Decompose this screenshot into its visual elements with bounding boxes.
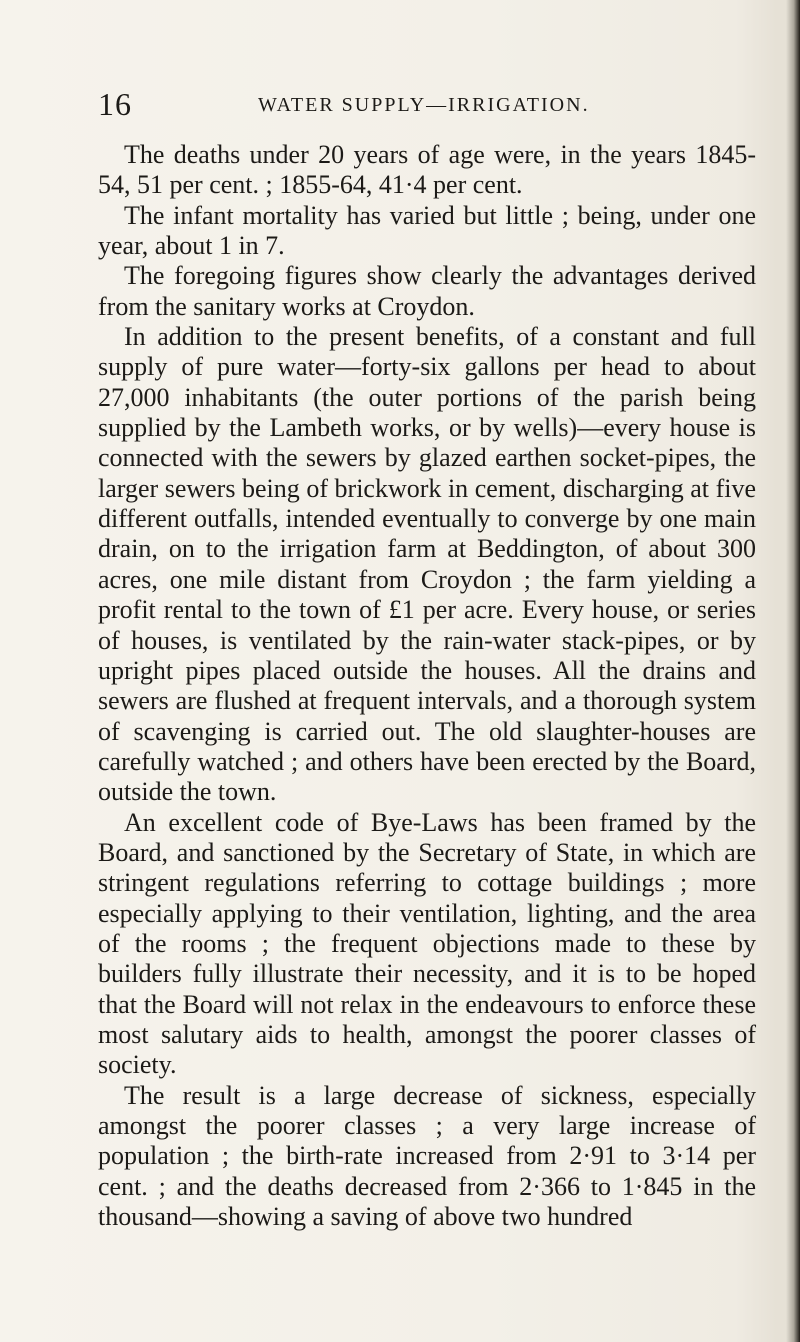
paragraph-infant-mortality: The infant mortality has varied but little ; being, under one year, about 1 in 7. bbox=[98, 200, 756, 261]
paragraph-advantages: The foregoing figures show clearly the advantages derived from the sanitary works at Croydon. bbox=[98, 261, 756, 321]
paragraph-bye-laws: An excellent code of Bye-Laws has been framed by the Board, and sanctioned by the Secretary of State, in which are stringent regulations referring to cottage buildings ; more especially applying to their ventilation, lighting, and the area of the rooms ; the frequent objections made to these by builders fully illustrate their necessity, and it is to be hoped that the Board will not relax in the endeavours to enforce these most salutary aids to health, amongst the poorer classes of society. bbox=[98, 807, 756, 1080]
running-header-title: WATER SUPPLY—IRRIGATION. bbox=[258, 94, 590, 116]
paragraph-results: The result is a large decrease of sickness, especially amongst the poorer classes ; a very large increase of population ; the birth-rate increased from 2·91 to 3·14 per cent. ; and the deaths decreased from 2·366 to 1·845 in the thousand—showing a saving of above two hundred bbox=[98, 1080, 756, 1232]
running-head bbox=[98, 86, 748, 122]
page-edge-shadow bbox=[786, 0, 800, 1342]
paragraph-deaths-under-20: The deaths under 20 years of age were, in the years 1845-54, 51 per cent. ; 1855-64, 41·4 per cent. bbox=[98, 140, 756, 200]
body-text bbox=[98, 140, 756, 1232]
paragraph-water-supply-and-sewers: In addition to the present benefits, of a constant and full supply of pure water—forty-six gallons per head to about 27,000 inhabitants (the outer portions of the parish being supplied by the Lambeth works, or by wells)—every house is connected with the sewers by glazed earthen socket-pipes, the larger sewers being of brickwork in cement, discharging at five different outfalls, intended eventually to converge by one main drain, on to the irrigation farm at Beddington, of about 300 acres, one mile distant from Croydon ; the farm yielding a profit rental to the town of £1 per acre. Every house, or series of houses, is ventilated by the rain-water stack-pipes, or by upright pipes placed outside the houses. All the drains and sewers are flushed at frequent intervals, and a thorough system of scavenging is carried out. The old slaughter-houses are carefully watched ; and others have been erected by the Board, outside the town. bbox=[98, 322, 756, 807]
page-number: 16 bbox=[98, 86, 132, 122]
